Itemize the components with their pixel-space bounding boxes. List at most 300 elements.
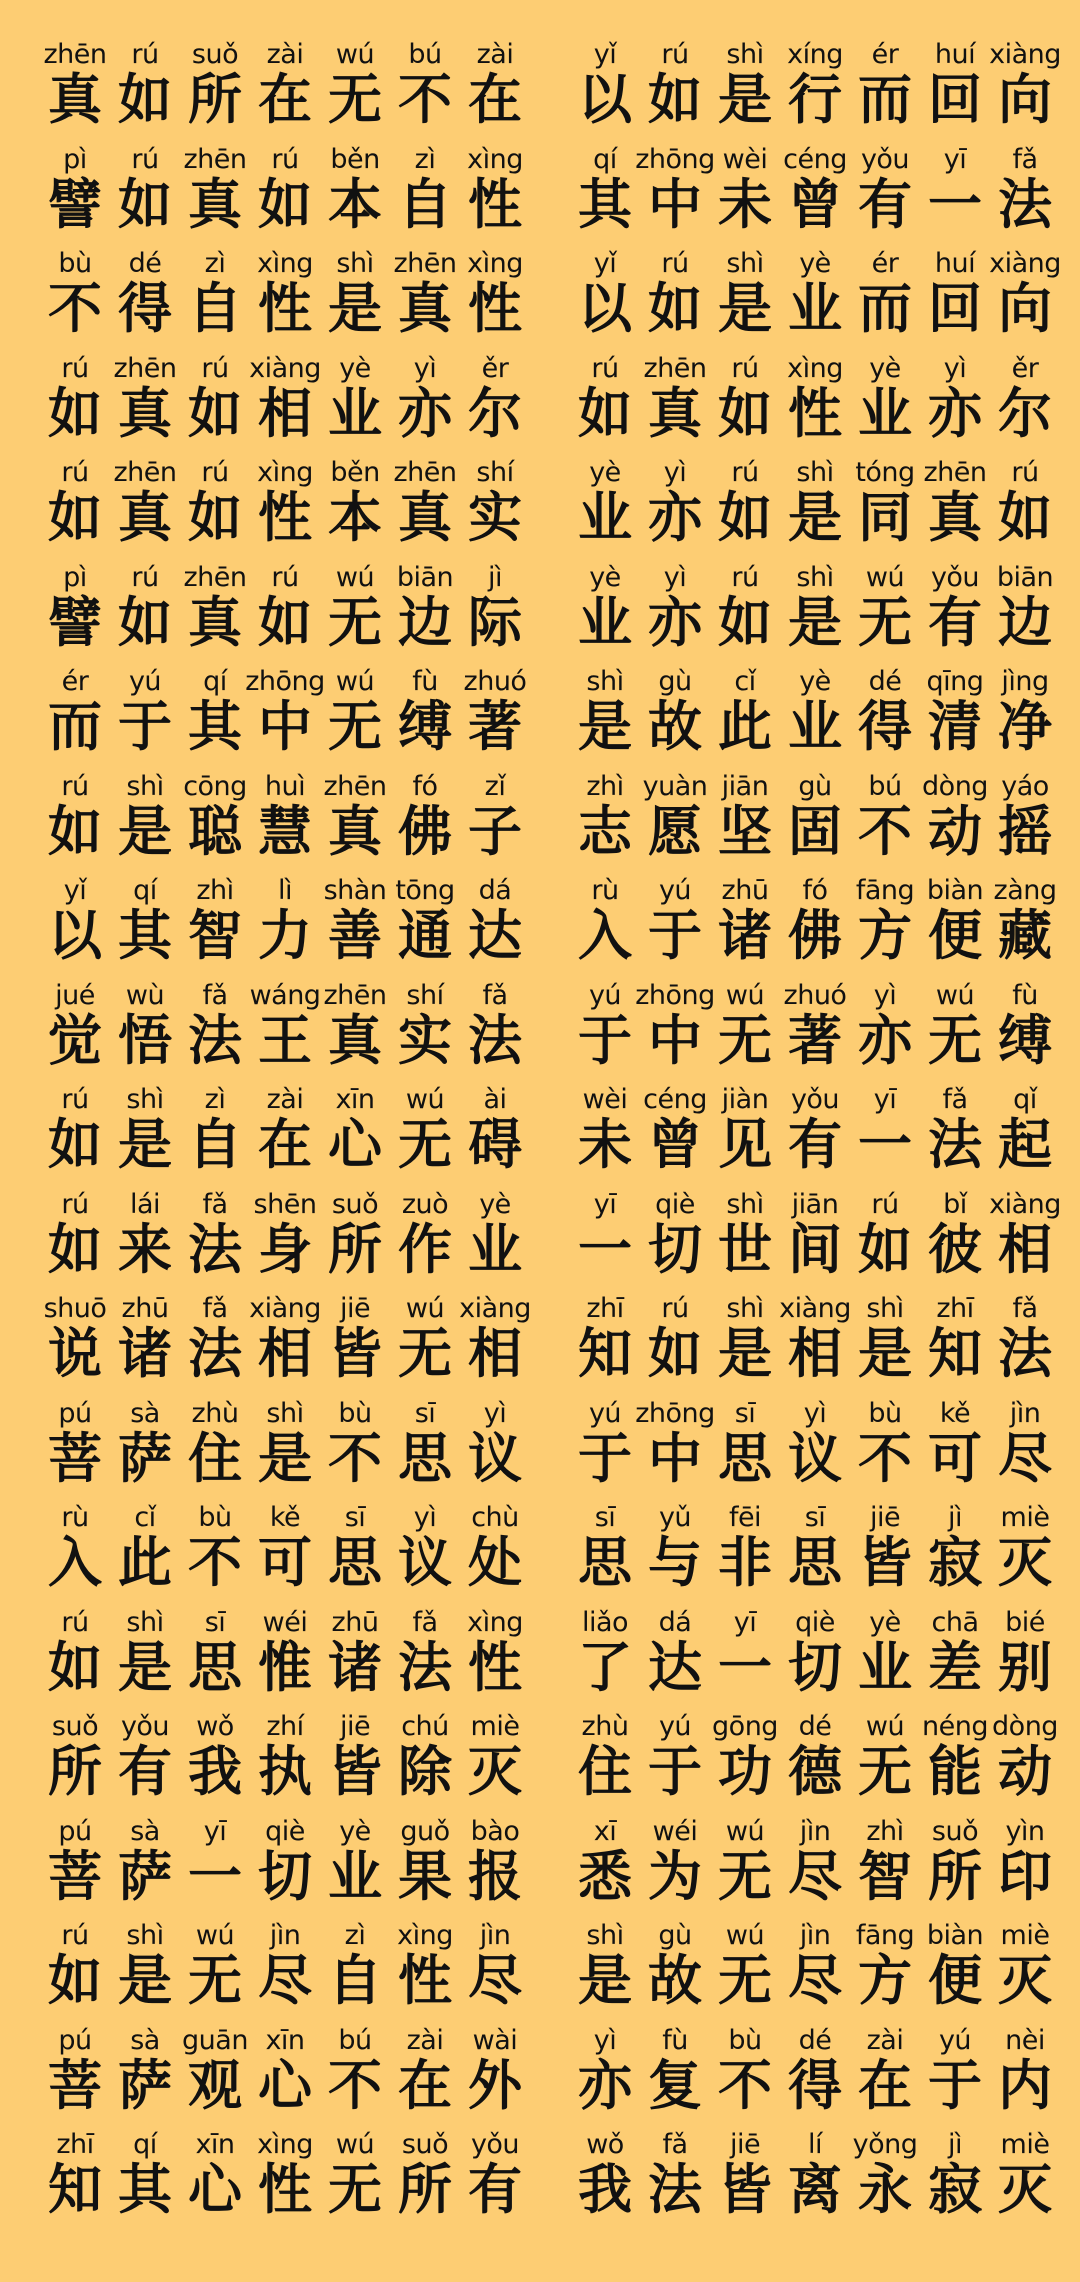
character-cell	[920, 249, 990, 339]
pinyin-label: yú	[588, 1397, 622, 1429]
pinyin-label: rú	[661, 39, 689, 70]
character-cell	[180, 1399, 250, 1489]
hanzi-character: 见	[718, 1113, 772, 1176]
character-cell	[110, 145, 180, 235]
character-cell	[110, 1399, 180, 1489]
hanzi-character: 不	[188, 1531, 242, 1594]
character-cell	[710, 40, 780, 130]
hanzi-character: 一	[928, 172, 982, 236]
hanzi-character: 亦	[648, 486, 702, 549]
pinyin-label: zì	[344, 1920, 366, 1951]
pinyin-label: shì	[796, 561, 834, 593]
character-cell	[460, 1817, 530, 1907]
character-cell	[460, 2026, 530, 2116]
verse-line-right	[570, 1712, 1060, 1817]
pinyin-label: fù	[412, 666, 438, 697]
hanzi-character: 为	[648, 1844, 702, 1908]
character-cell	[570, 1712, 640, 1802]
character-cell	[780, 145, 850, 235]
hanzi-character: 自	[188, 277, 242, 340]
pinyin-label: dé	[798, 1711, 832, 1742]
pinyin-label: shì	[586, 666, 624, 697]
pinyin-label: yǒu	[790, 1084, 840, 1115]
hanzi-character: 如	[188, 486, 242, 549]
pinyin-label: pú	[58, 1815, 92, 1847]
hanzi-character: 不	[328, 2053, 382, 2117]
hanzi-character: 议	[788, 1426, 842, 1490]
hanzi-character: 如	[718, 486, 772, 549]
hanzi-character: 未	[578, 1113, 632, 1176]
character-cell	[570, 772, 640, 862]
pinyin-label: shì	[866, 1293, 904, 1324]
hanzi-character: 亦	[928, 381, 982, 445]
verse-line-left	[40, 1503, 530, 1608]
character-cell	[990, 1817, 1060, 1907]
character-cell	[180, 772, 250, 862]
hanzi-character: 行	[788, 68, 842, 131]
character-cell	[990, 981, 1060, 1071]
pinyin-label: zài	[406, 2024, 444, 2056]
pinyin-label: suǒ	[401, 2129, 449, 2160]
pinyin-label: qīng	[926, 666, 984, 697]
hanzi-character: 如	[718, 590, 772, 654]
character-cell	[710, 1817, 780, 1907]
hanzi-character: 本	[328, 486, 382, 549]
hanzi-character: 所	[928, 1844, 982, 1908]
pinyin-label: shì	[726, 248, 764, 279]
pinyin-label: zhēn	[643, 352, 707, 384]
pinyin-label: rú	[731, 561, 759, 593]
character-cell	[110, 876, 180, 966]
character-cell	[990, 1399, 1060, 1489]
character-cell	[990, 1085, 1060, 1175]
character-cell	[710, 249, 780, 339]
hanzi-character: 无	[398, 1322, 452, 1385]
pinyin-label: pì	[63, 143, 87, 175]
pinyin-label: zì	[204, 1084, 226, 1115]
hanzi-character: 诸	[118, 1322, 172, 1385]
hanzi-character: 自	[328, 1949, 382, 2012]
pinyin-label: zhuó	[463, 666, 527, 697]
character-cell	[570, 458, 640, 548]
pinyin-label: fāng	[855, 875, 915, 906]
hanzi-character: 如	[648, 1322, 702, 1385]
pinyin-label: fǎ	[1012, 1293, 1038, 1324]
pinyin-label: qiè	[795, 1606, 835, 1638]
character-cell	[320, 1712, 390, 1802]
character-cell	[110, 1503, 180, 1593]
pinyin-label: rú	[61, 457, 89, 488]
pinyin-label: wú	[405, 1293, 445, 1324]
character-cell	[570, 1921, 640, 2011]
pinyin-label: wú	[335, 561, 375, 593]
character-cell	[180, 876, 250, 966]
verse-line-left	[40, 1712, 530, 1817]
hanzi-character: 我	[188, 1740, 242, 1803]
character-cell	[320, 1817, 390, 1907]
character-cell	[110, 1921, 180, 2011]
character-cell	[990, 1608, 1060, 1698]
character-cell	[40, 1921, 110, 2011]
character-cell	[850, 1817, 920, 1907]
pinyin-label: dé	[868, 666, 902, 697]
pinyin-label: fǎ	[1012, 143, 1038, 175]
pinyin-label: suǒ	[191, 39, 239, 70]
character-cell	[320, 981, 390, 1071]
pinyin-label: zài	[866, 2024, 904, 2056]
hanzi-character: 心	[258, 2053, 312, 2117]
pinyin-label: yè	[479, 1188, 511, 1220]
character-cell	[710, 1085, 780, 1175]
pinyin-label: yú	[128, 666, 162, 697]
verse-line-left	[40, 981, 530, 1086]
pinyin-label: suǒ	[931, 1815, 979, 1847]
hanzi-character: 中	[648, 172, 702, 236]
hanzi-character: 思	[328, 1531, 382, 1594]
verse-line-left	[40, 876, 530, 981]
character-cell	[320, 145, 390, 235]
pinyin-label: wǒ	[196, 1711, 234, 1742]
hanzi-character: 中	[648, 1426, 702, 1490]
pinyin-label: wú	[405, 1084, 445, 1115]
character-cell	[780, 1503, 850, 1593]
pinyin-label: jiē	[869, 1502, 901, 1533]
hanzi-character: 其	[118, 2158, 172, 2221]
pinyin-label: miè	[470, 1711, 520, 1742]
pinyin-label: yǔ	[658, 1502, 692, 1533]
character-cell	[710, 1608, 780, 1698]
pinyin-label: biàn	[926, 875, 984, 906]
pinyin-label: jiān	[791, 1188, 839, 1220]
character-cell	[570, 1190, 640, 1280]
hanzi-character: 如	[48, 1635, 102, 1699]
hanzi-character: 于	[928, 2053, 982, 2117]
hanzi-character: 如	[118, 68, 172, 131]
pinyin-label: fǎ	[202, 1188, 228, 1220]
hanzi-character: 思	[718, 1426, 772, 1490]
character-cell	[180, 354, 250, 444]
character-cell	[390, 1817, 460, 1907]
character-cell	[320, 2026, 390, 2116]
hanzi-character: 真	[398, 486, 452, 549]
hanzi-character: 达	[468, 904, 522, 967]
hanzi-character: 内	[998, 2053, 1052, 2117]
verse-line-right	[570, 1503, 1060, 1608]
hanzi-character: 如	[648, 277, 702, 340]
pinyin-label: xìng	[467, 1606, 523, 1638]
pinyin-label: rú	[131, 561, 159, 593]
hanzi-character: 一	[578, 1217, 632, 1281]
pinyin-label: zǐ	[484, 770, 506, 802]
character-cell	[460, 354, 530, 444]
pinyin-label: gù	[658, 1920, 692, 1951]
pinyin-label: jì	[947, 2129, 962, 2160]
pinyin-label: yì	[413, 352, 437, 384]
verse-line-right	[570, 2026, 1060, 2131]
hanzi-character: 通	[398, 904, 452, 967]
pinyin-label: lái	[129, 1188, 161, 1220]
pinyin-label: yìn	[1005, 1815, 1045, 1847]
pinyin-label: rú	[591, 352, 619, 384]
hanzi-character: 彼	[928, 1217, 982, 1281]
hanzi-character: 无	[328, 2158, 382, 2221]
pinyin-label: zhuó	[783, 979, 847, 1011]
hanzi-character: 寂	[928, 2158, 982, 2221]
pinyin-label: chù	[471, 1502, 519, 1533]
pinyin-label: fó	[412, 770, 438, 802]
hanzi-character: 可	[258, 1531, 312, 1594]
hanzi-character: 相	[468, 1322, 522, 1385]
pinyin-label: biān	[396, 561, 454, 593]
character-cell	[40, 1503, 110, 1593]
hanzi-character: 无	[718, 1844, 772, 1908]
pinyin-label: shàn	[323, 875, 387, 906]
hanzi-character: 知	[48, 2158, 102, 2221]
pinyin-label: yǒng	[852, 2129, 918, 2160]
character-cell	[390, 1399, 460, 1489]
character-cell	[990, 249, 1060, 339]
hanzi-character: 性	[788, 381, 842, 445]
hanzi-character: 有	[858, 172, 912, 236]
hanzi-character: 愿	[648, 799, 702, 863]
pinyin-label: yú	[938, 2024, 972, 2056]
hanzi-character: 自	[188, 1113, 242, 1176]
hanzi-character: 如	[118, 590, 172, 654]
hanzi-character: 向	[998, 68, 1052, 131]
pinyin-label: chú	[401, 1711, 449, 1742]
hanzi-character: 如	[578, 381, 632, 445]
character-cell	[710, 876, 780, 966]
pinyin-label: zhī	[586, 1293, 624, 1324]
character-cell	[390, 1294, 460, 1384]
character-cell	[250, 458, 320, 548]
character-cell	[250, 145, 320, 235]
hanzi-character: 离	[788, 2158, 842, 2221]
character-cell	[780, 1085, 850, 1175]
pinyin-label: guān	[182, 2024, 248, 2056]
pinyin-label: bù	[728, 2024, 762, 2056]
hanzi-character: 无	[328, 68, 382, 131]
pinyin-label: ér	[871, 248, 899, 279]
character-cell	[180, 458, 250, 548]
pinyin-label: néng	[922, 1711, 988, 1742]
hanzi-character: 悟	[118, 1008, 172, 1072]
pinyin-label: fù	[1012, 979, 1038, 1011]
verse-line-right	[570, 1085, 1060, 1190]
hanzi-character: 如	[998, 486, 1052, 549]
hanzi-character: 达	[648, 1635, 702, 1699]
hanzi-character: 住	[578, 1740, 632, 1803]
hanzi-character: 真	[118, 486, 172, 549]
pinyin-label: rú	[61, 1084, 89, 1115]
hanzi-character: 是	[788, 590, 842, 654]
character-cell	[640, 1085, 710, 1175]
pinyin-label: fǎ	[482, 979, 508, 1011]
character-cell	[320, 2130, 390, 2220]
character-cell	[570, 1817, 640, 1907]
character-cell	[460, 1294, 530, 1384]
hanzi-character: 亦	[648, 590, 702, 654]
hanzi-character: 所	[188, 68, 242, 131]
hanzi-character: 无	[398, 1113, 452, 1176]
pinyin-label: dá	[478, 875, 512, 906]
pinyin-label: shì	[796, 457, 834, 488]
character-cell	[110, 1190, 180, 1280]
character-cell	[920, 2026, 990, 2116]
pinyin-label: cōng	[183, 770, 247, 802]
hanzi-character: 是	[578, 1949, 632, 2012]
hanzi-character: 是	[328, 277, 382, 340]
character-cell	[570, 667, 640, 757]
hanzi-character: 尽	[258, 1949, 312, 2012]
character-cell	[320, 876, 390, 966]
hanzi-character: 一	[858, 1113, 912, 1176]
pinyin-label: qí	[133, 2129, 157, 2160]
character-cell	[920, 563, 990, 653]
hanzi-character: 观	[188, 2053, 242, 2117]
character-cell	[250, 1608, 320, 1698]
pinyin-label: zhēn	[323, 770, 387, 802]
hanzi-character: 譬	[48, 172, 102, 236]
pinyin-label: bù	[868, 1397, 902, 1429]
pinyin-label: shì	[336, 248, 374, 279]
pinyin-label: zhōng	[635, 979, 715, 1011]
hanzi-character: 真	[398, 277, 452, 340]
pinyin-label: shì	[726, 1293, 764, 1324]
pinyin-label: gù	[658, 666, 692, 697]
hanzi-character: 一	[718, 1635, 772, 1699]
verse-line-right	[570, 1294, 1060, 1399]
hanzi-character: 著	[468, 695, 522, 758]
pinyin-label: fó	[802, 875, 828, 906]
pinyin-label: zài	[476, 39, 514, 70]
pinyin-label: wú	[865, 1711, 905, 1742]
hanzi-character: 性	[398, 1949, 452, 2012]
hanzi-character: 如	[258, 172, 312, 236]
verse-line-left	[40, 1294, 530, 1399]
character-cell	[460, 981, 530, 1071]
character-cell	[780, 2130, 850, 2220]
hanzi-character: 便	[928, 904, 982, 967]
pinyin-label: xī	[593, 1815, 617, 1847]
hanzi-character: 灭	[998, 2158, 1052, 2221]
hanzi-character: 处	[468, 1531, 522, 1594]
character-cell	[990, 1503, 1060, 1593]
hanzi-character: 无	[328, 695, 382, 758]
pinyin-label: jué	[55, 979, 95, 1011]
character-cell	[640, 1608, 710, 1698]
hanzi-character: 于	[578, 1008, 632, 1072]
character-cell	[780, 2026, 850, 2116]
hanzi-character: 无	[858, 1740, 912, 1803]
pinyin-label: wù	[125, 979, 165, 1011]
pinyin-label: dé	[128, 248, 162, 279]
pinyin-label: yǐ	[63, 875, 87, 906]
character-cell	[460, 1190, 530, 1280]
pinyin-label: chā	[931, 1606, 979, 1638]
character-cell	[920, 876, 990, 966]
hanzi-character: 萨	[118, 1844, 172, 1908]
character-cell	[990, 1294, 1060, 1384]
pinyin-label: rú	[61, 352, 89, 384]
character-cell	[780, 1399, 850, 1489]
character-cell	[390, 354, 460, 444]
pinyin-label: dòng	[992, 1711, 1058, 1742]
hanzi-character: 真	[328, 799, 382, 863]
character-cell	[110, 772, 180, 862]
pinyin-label: yǒu	[860, 143, 910, 175]
character-cell	[780, 1608, 850, 1698]
pinyin-label: rú	[61, 770, 89, 802]
verse-line-right	[570, 876, 1060, 981]
character-cell	[320, 458, 390, 548]
hanzi-character: 报	[468, 1844, 522, 1908]
pinyin-label: rú	[661, 248, 689, 279]
verse-line-right	[570, 249, 1060, 354]
character-cell	[640, 1190, 710, 1280]
character-cell	[920, 1085, 990, 1175]
pinyin-label: jì	[487, 561, 502, 593]
character-cell	[110, 1712, 180, 1802]
hanzi-character: 性	[468, 172, 522, 236]
character-cell	[40, 1190, 110, 1280]
pinyin-label: yǐ	[593, 39, 617, 70]
hanzi-character: 功	[718, 1740, 772, 1803]
hanzi-character: 回	[928, 277, 982, 340]
pinyin-label: zhì	[196, 875, 234, 906]
hanzi-character: 不	[398, 68, 452, 131]
character-cell	[635, 1397, 715, 1490]
hanzi-character: 法	[998, 172, 1052, 236]
character-cell	[710, 1190, 780, 1280]
hanzi-character: 智	[188, 904, 242, 967]
verse-line-left	[40, 1399, 530, 1504]
character-cell	[250, 249, 320, 339]
pinyin-label: wài	[472, 2024, 518, 2056]
hanzi-character: 无	[328, 590, 382, 654]
character-cell	[640, 2026, 710, 2116]
character-cell	[180, 1294, 250, 1384]
hanzi-character: 法	[188, 1217, 242, 1281]
hanzi-character: 别	[998, 1635, 1052, 1699]
hanzi-character: 如	[48, 1217, 102, 1281]
hanzi-character: 皆	[328, 1322, 382, 1385]
character-cell	[180, 1085, 250, 1175]
character-cell	[640, 1503, 710, 1593]
character-cell	[920, 2130, 990, 2220]
verse-line-right	[570, 458, 1060, 563]
character-cell	[180, 1712, 250, 1802]
hanzi-character: 真	[188, 590, 242, 654]
pinyin-label: jiē	[339, 1293, 371, 1324]
hanzi-character: 复	[648, 2053, 702, 2117]
pinyin-label: rú	[131, 143, 159, 175]
pinyin-label: miè	[1000, 2129, 1050, 2160]
character-cell	[850, 1921, 920, 2011]
hanzi-character: 真	[188, 172, 242, 236]
character-cell	[320, 249, 390, 339]
pinyin-label: yì	[483, 1397, 507, 1429]
pinyin-label: xīn	[195, 2129, 235, 2160]
pinyin-label: sī	[344, 1502, 366, 1533]
hanzi-character: 如	[188, 381, 242, 445]
pinyin-label: sà	[130, 1397, 160, 1429]
verse-line-left	[40, 2130, 530, 2235]
hanzi-character: 如	[118, 172, 172, 236]
hanzi-character: 切	[258, 1844, 312, 1908]
verse-line-right	[570, 981, 1060, 1086]
character-cell	[640, 1712, 710, 1802]
